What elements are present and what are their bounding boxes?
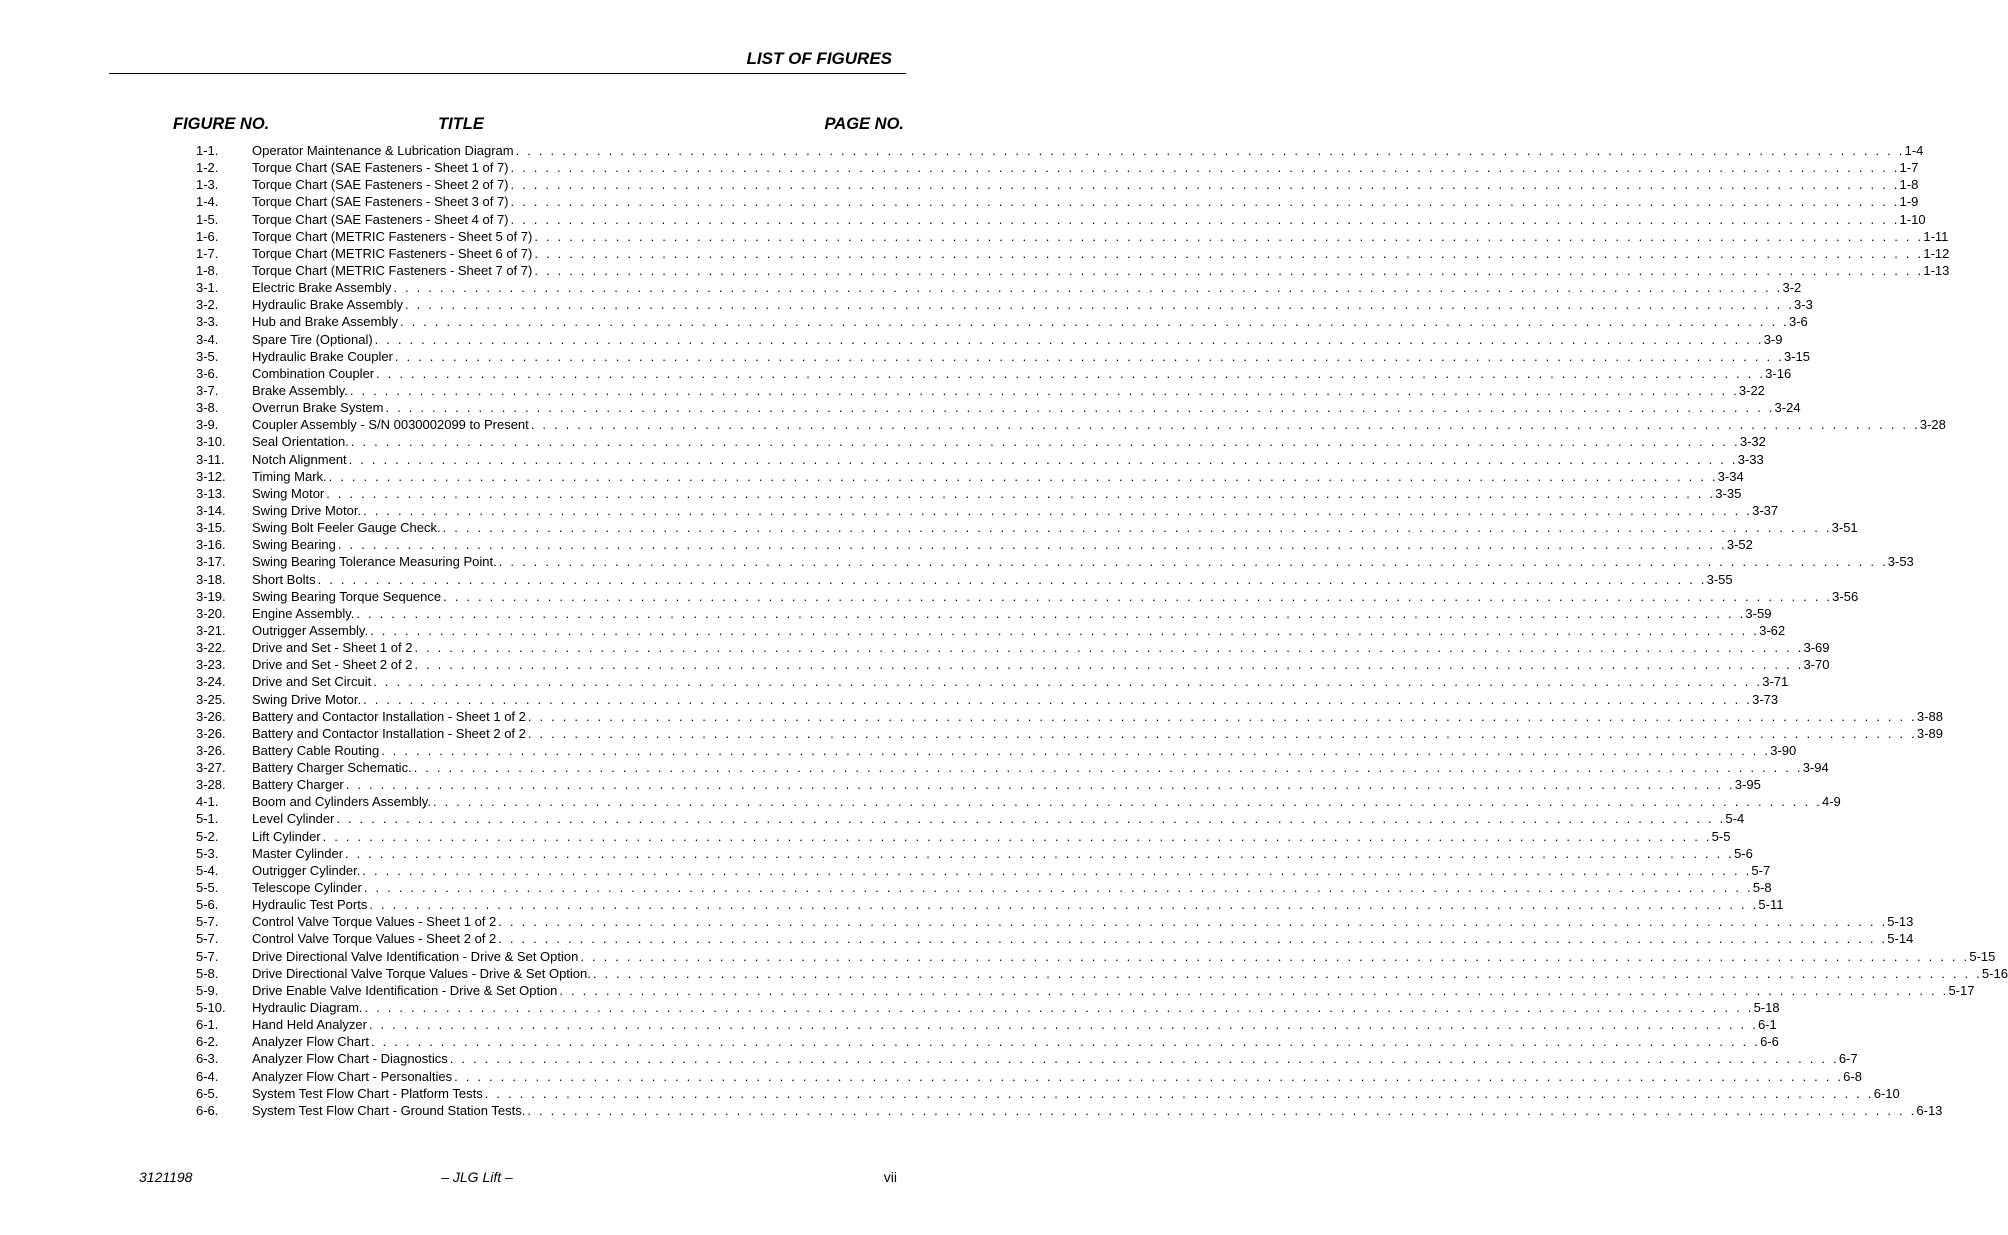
figure-title: Coupler Assembly - S/N 0030002099 to Present xyxy=(252,417,529,433)
figure-list-item[interactable] xyxy=(196,828,1731,845)
figure-title: Lift Cylinder xyxy=(252,828,321,844)
dot-leader: . . . . . . . . . . . . . . . . . . . . . . . . . . . . . . . . . . . . . . . . . . . . . . . . . . . . . . . . . . . . . . . . . . . . . . . . . . . . . . . . . . . . . . . . . . . . . . . . . . . . . . . . . . . . . . . . . . . . . . . . xyxy=(345,777,1735,793)
figure-list-item[interactable] xyxy=(196,982,1975,999)
dot-leader: . . . . . . . . . . . . . . . . . . . . . . . . . . . . . . . . . . . . . . . . . . . . . . . . . . . . . . . . . . . . . . . . . . . . . . . . . . . . . . . . . . . . . . . . . . . . . . . . . . . . . . . . . . . . . . . . . . . . . . . . xyxy=(399,314,1789,330)
figure-page-number: 6-8 xyxy=(1843,1068,1862,1084)
figure-title: Torque Chart (METRIC Fasteners - Sheet 7 of 7) xyxy=(252,262,533,278)
figure-page-number: 1-10 xyxy=(1899,211,1926,227)
figure-list-item[interactable] xyxy=(196,553,1914,570)
figure-title: Analyzer Flow Chart - Diagnostics xyxy=(252,1051,448,1067)
dot-leader: . . . . . . . . . . . . . . . . . . . . . . . . . . . . . . . . . . . . . . . . . . . . . . . . . . . . . . . . . . . . . . . . . . . . . . . . . . . . . . . . . . . . . . . . . . . . . . . . . . . . . . . . . . . . . . . . . . . . . . . . xyxy=(349,382,1739,398)
figure-title: Torque Chart (METRIC Fasteners - Sheet 5 of 7) xyxy=(252,228,533,244)
figure-number: 3-12. xyxy=(196,468,226,484)
figure-page-number: 5-5 xyxy=(1711,828,1731,844)
figure-title: Hub and Brake Assembly xyxy=(252,314,398,330)
figure-list-item[interactable] xyxy=(196,176,1919,193)
figure-number: 3-20. xyxy=(196,605,226,621)
dot-leader: . . . . . . . . . . . . . . . . . . . . . . . . . . . . . . . . . . . . . . . . . . . . . . . . . . . . . . . . . . . . . . . . . . . . . . . . . . . . . . . . . . . . . . . . . . . . . . . . . . . . . . . . . . . . . . . . . . . . . . . . xyxy=(363,691,1753,707)
figure-number: 6-3. xyxy=(196,1051,219,1067)
figure-page-number: 3-2 xyxy=(1782,280,1802,296)
figure-page-number: 6-10 xyxy=(1873,1085,1900,1101)
figure-page-number: 6-7 xyxy=(1838,1051,1858,1067)
figure-list-item[interactable] xyxy=(196,1033,1779,1050)
figure-page-number: 3-34 xyxy=(1717,468,1744,484)
figure-title: Seal Orientation. xyxy=(252,434,349,450)
dot-leader: . . . . . . . . . . . . . . . . . . . . . . . . . . . . . . . . . . . . . . . . . . . . . . . . . . . . . . . . . . . . . . . . . . . . . . . . . . . . . . . . . . . . . . . . . . . . . . . . . . . . . . . . . . . . . . . . . . . . . . . . xyxy=(374,331,1764,347)
figure-number: 3-28. xyxy=(196,777,226,793)
figure-number: 3-26. xyxy=(196,725,226,741)
figure-number: 3-26. xyxy=(196,708,226,724)
figure-list-item[interactable] xyxy=(196,622,1786,639)
figure-list-item[interactable] xyxy=(196,793,1841,810)
figure-page-number: 3-28 xyxy=(1919,417,1946,433)
figure-title: Control Valve Torque Values - Sheet 2 of 2 xyxy=(252,931,497,947)
figure-page-number: 3-71 xyxy=(1762,674,1789,690)
figure-list-item[interactable] xyxy=(196,142,1924,159)
dot-leader: . . . . . . . . . . . . . . . . . . . . . . . . . . . . . . . . . . . . . . . . . . . . . . . . . . . . . . . . . . . . . . . . . . . . . . . . . . . . . . . . . . . . . . . . . . . . . . . . . . . . . . . . . . . . . . . . . . . . . . . . xyxy=(414,640,1804,656)
figure-title: Drive Enable Valve Identification - Drive & Set Option xyxy=(252,982,558,998)
figure-list-item[interactable] xyxy=(196,382,1765,399)
figure-page-number: 5-17 xyxy=(1948,982,1975,998)
figure-list-item[interactable] xyxy=(196,965,2008,982)
figure-list-item[interactable] xyxy=(196,999,1780,1016)
figure-list-item[interactable] xyxy=(196,845,1753,862)
figure-number: 3-14. xyxy=(196,502,226,518)
figure-page-number: 3-56 xyxy=(1832,588,1859,604)
figure-list-item[interactable] xyxy=(196,485,1742,502)
figure-list-item[interactable] xyxy=(196,639,1830,656)
figure-list-item[interactable] xyxy=(196,279,1802,296)
dot-leader: . . . . . . . . . . . . . . . . . . . . . . . . . . . . . . . . . . . . . . . . . . . . . . . . . . . . . . . . . . . . . . . . . . . . . . . . . . . . . . . . . . . . . . . . . . . . . . . . . . . . . . . . . . . . . . . . . . . . . . . . xyxy=(363,502,1753,518)
figure-number: 3-22. xyxy=(196,640,226,656)
figure-title: System Test Flow Chart - Ground Station Tests. xyxy=(252,1102,526,1118)
dot-leader: . . . . . . . . . . . . . . . . . . . . . . . . . . . . . . . . . . . . . . . . . . . . . . . . . . . . . . . . . . . . . . . . . . . . . . . . . . . . . . . . . . . . . . . . . . . . . . . . . . . . . . . . . . . . . . . . . . . . . . . . xyxy=(370,622,1760,638)
figure-list-item[interactable] xyxy=(196,211,1926,228)
figure-list-item[interactable] xyxy=(196,810,1745,827)
figure-page-number: 5-18 xyxy=(1753,1000,1780,1016)
figure-number: 1-8. xyxy=(196,262,219,278)
figure-title: Battery and Contactor Installation - Sheet 1 of 2 xyxy=(252,708,526,724)
figure-title: Outrigger Assembly. xyxy=(252,622,369,638)
figure-page-number: 3-16 xyxy=(1765,365,1792,381)
figure-number: 3-24. xyxy=(196,674,226,690)
figure-list-item[interactable] xyxy=(196,468,1744,485)
figure-page-number: 5-8 xyxy=(1752,880,1772,896)
figure-list-item[interactable] xyxy=(196,1102,1943,1119)
figure-number: 1-5. xyxy=(196,211,219,227)
figure-number: 3-11. xyxy=(196,451,225,467)
figure-title: Hand Held Analyzer xyxy=(252,1017,367,1033)
figure-number: 5-8. xyxy=(196,965,219,981)
dot-leader: . . . . . . . . . . . . . . . . . . . . . . . . . . . . . . . . . . . . . . . . . . . . . . . . . . . . . . . . . . . . . . . . . . . . . . . . . . . . . . . . . . . . . . . . . . . . . . . . . . . . . . . . . . . . . . . . . . . . . . . . xyxy=(510,160,1900,176)
figure-number: 3-17. xyxy=(196,554,226,570)
figure-title: Analyzer Flow Chart - Personalties xyxy=(252,1068,453,1084)
figure-number: 3-10. xyxy=(196,434,226,450)
figure-page-number: 5-13 xyxy=(1887,914,1914,930)
figure-title: Swing Bearing xyxy=(252,537,336,553)
figure-title: Drive and Set Circuit xyxy=(252,674,372,690)
header-rule xyxy=(109,73,906,74)
figure-title: Hydraulic Brake Assembly xyxy=(252,297,403,313)
figure-title: Outrigger Cylinder. xyxy=(252,862,361,878)
figure-list-item[interactable] xyxy=(196,862,1771,879)
figure-title: Hydraulic Diagram. xyxy=(252,1000,363,1016)
dot-leader: . . . . . . . . . . . . . . . . . . . . . . . . . . . . . . . . . . . . . . . . . . . . . . . . . . . . . . . . . . . . . . . . . . . . . . . . . . . . . . . . . . . . . . . . . . . . . . . . . . . . . . . . . . . . . . . . . . . . . . . . xyxy=(376,365,1766,381)
dot-leader: . . . . . . . . . . . . . . . . . . . . . . . . . . . . . . . . . . . . . . . . . . . . . . . . . . . . . . . . . . . . . . . . . . . . . . . . . . . . . . . . . . . . . . . . . . . . . . . . . . . . . . . . . . . . . . . . . . . . . . . . xyxy=(405,297,1795,313)
figure-page-number: 3-6 xyxy=(1789,314,1808,330)
figure-title: Battery and Contactor Installation - Sheet 2 of 2 xyxy=(252,725,526,741)
figure-number: 5-2. xyxy=(196,828,219,844)
figure-title: Swing Drive Motor. xyxy=(252,502,362,518)
dot-leader: . . . . . . . . . . . . . . . . . . . . . . . . . . . . . . . . . . . . . . . . . . . . . . . . . . . . . . . . . . . . . . . . . . . . . . . . . . . . . . . . . . . . . . . . . . . . . . . . . . . . . . . . . . . . . . . . . . . . . . . . xyxy=(371,1034,1761,1050)
figure-number: 5-6. xyxy=(196,897,219,913)
figure-title: Torque Chart (SAE Fasteners - Sheet 3 of 7) xyxy=(252,194,509,210)
dot-leader: . . . . . . . . . . . . . . . . . . . . . . . . . . . . . . . . . . . . . . . . . . . . . . . . . . . . . . . . . . . . . . . . . . . . . . . . . . . . . . . . . . . . . . . . . . . . . . . . . . . . . . . . . . . . . . . . . . . . . . . . xyxy=(484,1085,1874,1101)
figure-page-number: 6-13 xyxy=(1916,1102,1943,1118)
figure-page-number: 3-59 xyxy=(1745,605,1772,621)
figure-page-number: 3-33 xyxy=(1737,451,1764,467)
figure-list-item[interactable] xyxy=(196,742,1797,759)
dot-leader: . . . . . . . . . . . . . . . . . . . . . . . . . . . . . . . . . . . . . . . . . . . . . . . . . . . . . . . . . . . . . . . . . . . . . . . . . . . . . . . . . . . . . . . . . . . . . . . . . . . . . . . . . . . . . . . . . . . . . . . . xyxy=(364,1000,1754,1016)
figure-number: 4-1. xyxy=(196,794,219,810)
dot-leader: . . . . . . . . . . . . . . . . . . . . . . . . . . . . . . . . . . . . . . . . . . . . . . . . . . . . . . . . . . . . . . . . . . . . . . . . . . . . . . . . . . . . . . . . . . . . . . . . . . . . . . . . . . . . . . . . . . . . . . . . xyxy=(498,914,1888,930)
figure-number: 6-4. xyxy=(196,1068,219,1084)
figure-list-item[interactable] xyxy=(196,879,1772,896)
figure-page-number: 6-6 xyxy=(1760,1034,1779,1050)
dot-leader: . . . . . . . . . . . . . . . . . . . . . . . . . . . . . . . . . . . . . . . . . . . . . . . . . . . . . . . . . . . . . . . . . . . . . . . . . . . . . . . . . . . . . . . . . . . . . . . . . . . . . . . . . . . . . . . . . . . . . . . . xyxy=(328,468,1718,484)
figure-page-number: 3-52 xyxy=(1726,537,1753,553)
dot-leader: . . . . . . . . . . . . . . . . . . . . . . . . . . . . . . . . . . . . . . . . . . . . . . . . . . . . . . . . . . . . . . . . . . . . . . . . . . . . . . . . . . . . . . . . . . . . . . . . . . . . . . . . . . . . . . . . . . . . . . . . xyxy=(510,194,1900,210)
figure-number: 3-1. xyxy=(196,280,219,296)
figure-number: 3-18. xyxy=(196,571,226,587)
dot-leader: . . . . . . . . . . . . . . . . . . . . . . . . . . . . . . . . . . . . . . . . . . . . . . . . . . . . . . . . . . . . . . . . . . . . . . . . . . . . . . . . . . . . . . . . . . . . . . . . . . . . . . . . . . . . . . . . . . . . . . . . xyxy=(363,880,1753,896)
figure-list-item[interactable] xyxy=(196,656,1830,673)
figure-list-item[interactable] xyxy=(196,159,1919,176)
figure-number: 3-6. xyxy=(196,365,219,381)
figure-list-item[interactable] xyxy=(196,193,1919,210)
figure-title: Hydraulic Test Ports xyxy=(252,897,368,913)
figure-page-number: 3-90 xyxy=(1770,742,1797,758)
figure-list-item[interactable] xyxy=(196,433,1766,450)
figure-page-number: 1-4 xyxy=(1904,143,1924,158)
figure-list-item[interactable] xyxy=(196,399,1801,416)
figure-number: 3-7. xyxy=(196,382,219,398)
figure-title: Operator Maintenance & Lubrication Diagram xyxy=(252,143,514,158)
figure-title: Torque Chart (SAE Fasteners - Sheet 4 of 7) xyxy=(252,211,509,227)
figure-number: 3-3. xyxy=(196,314,219,330)
figure-title: Battery Cable Routing xyxy=(252,742,380,758)
figure-list-item[interactable] xyxy=(196,1068,1862,1085)
figure-list-item[interactable] xyxy=(196,725,1943,742)
figure-page-number: 5-7 xyxy=(1751,862,1771,878)
figure-page-number: 1-13 xyxy=(1923,262,1950,278)
figure-number: 3-5. xyxy=(196,348,219,364)
figure-list-item[interactable] xyxy=(196,930,1914,947)
figure-number: 5-9. xyxy=(196,982,219,998)
figure-number: 5-7. xyxy=(196,914,219,930)
figure-number: 6-6. xyxy=(196,1102,219,1118)
figure-list-item[interactable] xyxy=(196,416,1946,433)
dot-leader: . . . . . . . . . . . . . . . . . . . . . . . . . . . . . . . . . . . . . . . . . . . . . . . . . . . . . . . . . . . . . . . . . . . . . . . . . . . . . . . . . . . . . . . . . . . . . . . . . . . . . . . . . . . . . . . . . . . . . . . . xyxy=(337,537,1727,553)
dot-leader: . . . . . . . . . . . . . . . . . . . . . . . . . . . . . . . . . . . . . . . . . . . . . . . . . . . . . . . . . . . . . . . . . . . . . . . . . . . . . . . . . . . . . . . . . . . . . . . . . . . . . . . . . . . . . . . . . . . . . . . . xyxy=(498,931,1888,947)
figure-number: 5-7. xyxy=(196,948,219,964)
figure-number: 1-2. xyxy=(196,160,219,176)
dot-leader: . . . . . . . . . . . . . . . . . . . . . . . . . . . . . . . . . . . . . . . . . . . . . . . . . . . . . . . . . . . . . . . . . . . . . . . . . . . . . . . . . . . . . . . . . . . . . . . . . . . . . . . . . . . . . . . . . . . . . . . . xyxy=(317,571,1707,587)
figure-page-number: 3-89 xyxy=(1916,725,1943,741)
figure-page-number: 1-9 xyxy=(1899,194,1919,210)
dot-leader: . . . . . . . . . . . . . . . . . . . . . . . . . . . . . . . . . . . . . . . . . . . . . . . . . . . . . . . . . . . . . . . . . . . . . . . . . . . . . . . . . . . . . . . . . . . . . . . . . . . . . . . . . . . . . . . . . . . . . . . . xyxy=(369,897,1759,913)
figure-title: Spare Tire (Optional) xyxy=(252,331,373,347)
figure-number: 3-26. xyxy=(196,742,226,758)
dot-leader: . . . . . . . . . . . . . . . . . . . . . . . . . . . . . . . . . . . . . . . . . . . . . . . . . . . . . . . . . . . . . . . . . . . . . . . . . . . . . . . . . . . . . . . . . . . . . . . . . . . . . . . . . . . . . . . . . . . . . . . . xyxy=(510,211,1900,227)
figure-list-item[interactable] xyxy=(196,262,1950,279)
figure-list-item[interactable] xyxy=(196,365,1792,382)
figure-page-number: 3-62 xyxy=(1759,622,1786,638)
figure-page-number: 3-32 xyxy=(1739,434,1766,450)
figure-list-item[interactable] xyxy=(196,451,1764,468)
dot-leader: . . . . . . . . . . . . . . . . . . . . . . . . . . . . . . . . . . . . . . . . . . . . . . . . . . . . . . . . . . . . . . . . . . . . . . . . . . . . . . . . . . . . . . . . . . . . . . . . . . . . . . . . . . . . . . . . . . . . . . . . xyxy=(442,520,1832,536)
figure-title: Overrun Brake System xyxy=(252,400,384,416)
figure-list-item[interactable] xyxy=(196,1016,1777,1033)
figure-page-number: 5-16 xyxy=(1981,965,2008,981)
figure-page-number: 1-12 xyxy=(1923,245,1950,261)
figure-list-item[interactable] xyxy=(196,1085,1900,1102)
figure-list-item[interactable] xyxy=(196,605,1772,622)
figure-list-item[interactable] xyxy=(196,502,1779,519)
dot-leader: . . . . . . . . . . . . . . . . . . . . . . . . . . . . . . . . . . . . . . . . . . . . . . . . . . . . . . . . . . . . . . . . . . . . . . . . . . . . . . . . . . . . . . . . . . . . . . . . . . . . . . . . . . . . . . . . . . . . . . . . xyxy=(534,245,1924,261)
figure-list-item[interactable] xyxy=(196,245,1950,262)
figure-number: 3-4. xyxy=(196,331,219,347)
figure-number: 1-6. xyxy=(196,228,219,244)
dot-leader: . . . . . . . . . . . . . . . . . . . . . . . . . . . . . . . . . . . . . . . . . . . . . . . . . . . . . . . . . . . . . . . . . . . . . . . . . . . . . . . . . . . . . . . . . . . . . . . . . . . . . . . . . . . . . . . . . . . . . . . . xyxy=(345,845,1735,861)
column-head-figure-no: FIGURE NO. xyxy=(173,115,270,133)
figure-list-item[interactable] xyxy=(196,1050,1858,1067)
dot-leader: . . . . . . . . . . . . . . . . . . . . . . . . . . . . . . . . . . . . . . . . . . . . . . . . . . . . . . . . . . . . . . . . . . . . . . . . . . . . . . . . . . . . . . . . . . . . . . . . . . . . . . . . . . . . . . . . . . . . . . . . xyxy=(534,262,1924,278)
figure-page-number: 3-55 xyxy=(1706,571,1733,587)
figure-list-item[interactable] xyxy=(196,948,1996,965)
figure-number: 6-2. xyxy=(196,1034,219,1050)
figure-title: Drive and Set - Sheet 2 of 2 xyxy=(252,657,413,673)
figure-title: Electric Brake Assembly xyxy=(252,280,392,296)
figure-number: 3-13. xyxy=(196,485,226,501)
dot-leader: . . . . . . . . . . . . . . . . . . . . . . . . . . . . . . . . . . . . . . . . . . . . . . . . . . . . . . . . . . . . . . . . . . . . . . . . . . . . . . . . . . . . . . . . . . . . . . . . . . . . . . . . . . . . . . . . . . . . . . . . xyxy=(592,965,1982,981)
figure-number: 3-23. xyxy=(196,657,226,673)
figure-list xyxy=(196,142,2008,1119)
figure-page-number: 3-9 xyxy=(1763,331,1783,347)
figure-title: Control Valve Torque Values - Sheet 1 of 2 xyxy=(252,914,497,930)
dot-leader: . . . . . . . . . . . . . . . . . . . . . . . . . . . . . . . . . . . . . . . . . . . . . . . . . . . . . . . . . . . . . . . . . . . . . . . . . . . . . . . . . . . . . . . . . . . . . . . . . . . . . . . . . . . . . . . . . . . . . . . . xyxy=(336,811,1726,827)
dot-leader: . . . . . . . . . . . . . . . . . . . . . . . . . . . . . . . . . . . . . . . . . . . . . . . . . . . . . . . . . . . . . . . . . . . . . . . . . . . . . . . . . . . . . . . . . . . . . . . . . . . . . . . . . . . . . . . . . . . . . . . . xyxy=(530,417,1920,433)
figure-title: Torque Chart (SAE Fasteners - Sheet 2 of 7) xyxy=(252,177,509,193)
dot-leader: . . . . . . . . . . . . . . . . . . . . . . . . . . . . . . . . . . . . . . . . . . . . . . . . . . . . . . . . . . . . . . . . . . . . . . . . . . . . . . . . . . . . . . . . . . . . . . . . . . . . . . . . . . . . . . . . . . . . . . . . xyxy=(326,485,1716,501)
figure-title: Torque Chart (SAE Fasteners - Sheet 1 of 7) xyxy=(252,160,509,176)
figure-number: 6-5. xyxy=(196,1085,219,1101)
figure-title: Swing Drive Motor. xyxy=(252,691,362,707)
figure-title: Hydraulic Brake Coupler xyxy=(252,348,393,364)
figure-title: Drive Directional Valve Torque Values - Drive & Set Option. xyxy=(252,965,591,981)
column-head-page-no: PAGE NO. xyxy=(824,115,904,133)
dot-leader: . . . . . . . . . . . . . . . . . . . . . . . . . . . . . . . . . . . . . . . . . . . . . . . . . . . . . . . . . . . . . . . . . . . . . . . . . . . . . . . . . . . . . . . . . . . . . . . . . . . . . . . . . . . . . . . . . . . . . . . . xyxy=(580,948,1970,964)
figure-list-item[interactable] xyxy=(196,571,1733,588)
figure-title: Notch Alignment xyxy=(252,451,347,467)
figure-number: 3-19. xyxy=(196,588,226,604)
dot-leader: . . . . . . . . . . . . . . . . . . . . . . . . . . . . . . . . . . . . . . . . . . . . . . . . . . . . . . . . . . . . . . . . . . . . . . . . . . . . . . . . . . . . . . . . . . . . . . . . . . . . . . . . . . . . . . . . . . . . . . . . xyxy=(393,280,1783,296)
dot-leader: . . . . . . . . . . . . . . . . . . . . . . . . . . . . . . . . . . . . . . . . . . . . . . . . . . . . . . . . . . . . . . . . . . . . . . . . . . . . . . . . . . . . . . . . . . . . . . . . . . . . . . . . . . . . . . . . . . . . . . . . xyxy=(385,400,1775,416)
footer-brand: – JLG Lift – xyxy=(441,1169,513,1185)
figure-list-item[interactable] xyxy=(196,228,1949,245)
dot-leader: . . . . . . . . . . . . . . . . . . . . . . . . . . . . . . . . . . . . . . . . . . . . . . . . . . . . . . . . . . . . . . . . . . . . . . . . . . . . . . . . . . . . . . . . . . . . . . . . . . . . . . . . . . . . . . . . . . . . . . . . xyxy=(368,1017,1758,1033)
dot-leader: . . . . . . . . . . . . . . . . . . . . . . . . . . . . . . . . . . . . . . . . . . . . . . . . . . . . . . . . . . . . . . . . . . . . . . . . . . . . . . . . . . . . . . . . . . . . . . . . . . . . . . . . . . . . . . . . . . . . . . . . xyxy=(322,828,1712,844)
page-header-title: LIST OF FIGURES xyxy=(746,49,892,68)
figure-title: Swing Bearing Tolerance Measuring Point. xyxy=(252,554,497,570)
figure-list-item[interactable] xyxy=(196,759,1829,776)
figure-number: 5-10. xyxy=(196,1000,226,1016)
figure-title: Telescope Cylinder xyxy=(252,880,362,896)
dot-leader: . . . . . . . . . . . . . . . . . . . . . . . . . . . . . . . . . . . . . . . . . . . . . . . . . . . . . . . . . . . . . . . . . . . . . . . . . . . . . . . . . . . . . . . . . . . . . . . . . . . . . . . . . . . . . . . . . . . . . . . . xyxy=(443,588,1833,604)
figure-page-number: 3-37 xyxy=(1752,502,1779,518)
column-head-title: TITLE xyxy=(438,115,484,133)
figure-title: Swing Motor xyxy=(252,485,325,501)
figure-page-number: 5-11 xyxy=(1758,897,1784,913)
dot-leader: . . . . . . . . . . . . . . . . . . . . . . . . . . . . . . . . . . . . . . . . . . . . . . . . . . . . . . . . . . . . . . . . . . . . . . . . . . . . . . . . . . . . . . . . . . . . . . . . . . . . . . . . . . . . . . . . . . . . . . . . xyxy=(454,1068,1844,1084)
figure-number: 1-7. xyxy=(196,245,219,261)
figure-page-number: 3-35 xyxy=(1715,485,1742,501)
figure-list-item[interactable] xyxy=(196,776,1761,793)
figure-page-number: 1-7 xyxy=(1899,160,1919,176)
figure-title: Analyzer Flow Chart xyxy=(252,1034,370,1050)
figure-page-number: 3-69 xyxy=(1803,640,1830,656)
figure-title: Swing Bearing Torque Sequence xyxy=(252,588,442,604)
figure-title: Master Cylinder xyxy=(252,845,344,861)
figure-page-number: 1-8 xyxy=(1899,177,1919,193)
figure-number: 3-8. xyxy=(196,400,219,416)
dot-leader: . . . . . . . . . . . . . . . . . . . . . . . . . . . . . . . . . . . . . . . . . . . . . . . . . . . . . . . . . . . . . . . . . . . . . . . . . . . . . . . . . . . . . . . . . . . . . . . . . . . . . . . . . . . . . . . . . . . . . . . . xyxy=(559,982,1949,998)
figure-number: 5-1. xyxy=(196,811,219,827)
figure-number: 3-2. xyxy=(196,297,219,313)
figure-page-number: 6-1 xyxy=(1757,1017,1777,1033)
dot-leader: . . . . . . . . . . . . . . . . . . . . . . . . . . . . . . . . . . . . . . . . . . . . . . . . . . . . . . . . . . . . . . . . . . . . . . . . . . . . . . . . . . . . . . . . . . . . . . . . . . . . . . . . . . . . . . . . . . . . . . . . xyxy=(515,143,1905,158)
figure-list-item[interactable] xyxy=(196,331,1783,348)
figure-number: 3-27. xyxy=(196,760,226,776)
dot-leader: . . . . . . . . . . . . . . . . . . . . . . . . . . . . . . . . . . . . . . . . . . . . . . . . . . . . . . . . . . . . . . . . . . . . . . . . . . . . . . . . . . . . . . . . . . . . . . . . . . . . . . . . . . . . . . . . . . . . . . . . xyxy=(373,674,1763,690)
figure-list-item[interactable] xyxy=(196,313,1808,330)
figure-title: Battery Charger xyxy=(252,777,344,793)
footer-doc-number: 3121198 xyxy=(139,1169,193,1185)
figure-page-number: 3-53 xyxy=(1887,554,1914,570)
figure-page-number: 3-22 xyxy=(1738,382,1765,398)
figure-page-number: 3-88 xyxy=(1916,708,1943,724)
figure-number: 5-5. xyxy=(196,880,219,896)
figure-list-item[interactable] xyxy=(196,673,1789,690)
figure-title: Boom and Cylinders Assembly. xyxy=(252,794,431,810)
figure-list-item[interactable] xyxy=(196,896,1784,913)
dot-leader: . . . . . . . . . . . . . . . . . . . . . . . . . . . . . . . . . . . . . . . . . . . . . . . . . . . . . . . . . . . . . . . . . . . . . . . . . . . . . . . . . . . . . . . . . . . . . . . . . . . . . . . . . . . . . . . . . . . . . . . . xyxy=(414,657,1804,673)
figure-title: Short Bolts xyxy=(252,571,316,587)
figure-list-item[interactable] xyxy=(196,708,1943,725)
dot-leader: . . . . . . . . . . . . . . . . . . . . . . . . . . . . . . . . . . . . . . . . . . . . . . . . . . . . . . . . . . . . . . . . . . . . . . . . . . . . . . . . . . . . . . . . . . . . . . . . . . . . . . . . . . . . . . . . . . . . . . . . xyxy=(356,605,1746,621)
figure-page-number: 3-70 xyxy=(1803,657,1830,673)
figure-title: Swing Bolt Feeler Gauge Check. xyxy=(252,520,441,536)
dot-leader: . . . . . . . . . . . . . . . . . . . . . . . . . . . . . . . . . . . . . . . . . . . . . . . . . . . . . . . . . . . . . . . . . . . . . . . . . . . . . . . . . . . . . . . . . . . . . . . . . . . . . . . . . . . . . . . . . . . . . . . . xyxy=(498,554,1888,570)
dot-leader: . . . . . . . . . . . . . . . . . . . . . . . . . . . . . . . . . . . . . . . . . . . . . . . . . . . . . . . . . . . . . . . . . . . . . . . . . . . . . . . . . . . . . . . . . . . . . . . . . . . . . . . . . . . . . . . . . . . . . . . . xyxy=(527,725,1917,741)
figure-page-number: 3-15 xyxy=(1783,348,1810,364)
dot-leader: . . . . . . . . . . . . . . . . . . . . . . . . . . . . . . . . . . . . . . . . . . . . . . . . . . . . . . . . . . . . . . . . . . . . . . . . . . . . . . . . . . . . . . . . . . . . . . . . . . . . . . . . . . . . . . . . . . . . . . . . xyxy=(527,1102,1917,1118)
figure-number: 5-4. xyxy=(196,862,219,878)
figure-number: 3-25. xyxy=(196,691,226,707)
figure-list-item[interactable] xyxy=(196,536,1753,553)
figure-page-number: 3-3 xyxy=(1794,297,1813,313)
figure-number: 1-3. xyxy=(196,177,219,193)
figure-title: Combination Coupler xyxy=(252,365,375,381)
dot-leader: . . . . . . . . . . . . . . . . . . . . . . . . . . . . . . . . . . . . . . . . . . . . . . . . . . . . . . . . . . . . . . . . . . . . . . . . . . . . . . . . . . . . . . . . . . . . . . . . . . . . . . . . . . . . . . . . . . . . . . . . xyxy=(534,228,1924,244)
dot-leader: . . . . . . . . . . . . . . . . . . . . . . . . . . . . . . . . . . . . . . . . . . . . . . . . . . . . . . . . . . . . . . . . . . . . . . . . . . . . . . . . . . . . . . . . . . . . . . . . . . . . . . . . . . . . . . . . . . . . . . . . xyxy=(381,742,1771,758)
figure-page-number: 3-95 xyxy=(1734,777,1761,793)
figure-number: 5-7. xyxy=(196,931,219,947)
figure-page-number: 3-24 xyxy=(1774,400,1801,416)
figure-list-item[interactable] xyxy=(196,348,1810,365)
figure-page-number: 3-94 xyxy=(1802,760,1829,776)
figure-title: Timing Mark. xyxy=(252,468,327,484)
figure-page-number: 5-6 xyxy=(1734,845,1753,861)
figure-number: 5-3. xyxy=(196,845,219,861)
dot-leader: . . . . . . . . . . . . . . . . . . . . . . . . . . . . . . . . . . . . . . . . . . . . . . . . . . . . . . . . . . . . . . . . . . . . . . . . . . . . . . . . . . . . . . . . . . . . . . . . . . . . . . . . . . . . . . . . . . . . . . . . xyxy=(362,862,1752,878)
dot-leader: . . . . . . . . . . . . . . . . . . . . . . . . . . . . . . . . . . . . . . . . . . . . . . . . . . . . . . . . . . . . . . . . . . . . . . . . . . . . . . . . . . . . . . . . . . . . . . . . . . . . . . . . . . . . . . . . . . . . . . . . xyxy=(394,348,1784,364)
figure-page-number: 4-9 xyxy=(1821,794,1841,810)
footer-page-number: vii xyxy=(883,1169,897,1185)
figure-number: 1-1. xyxy=(196,143,219,158)
figure-list-item[interactable] xyxy=(196,913,1914,930)
figure-title: Engine Assembly. xyxy=(252,605,355,621)
figure-page-number: 5-4 xyxy=(1725,811,1745,827)
figure-number: 3-16. xyxy=(196,537,226,553)
figure-title: Drive Directional Valve Identification - Drive & Set Option xyxy=(252,948,579,964)
figure-title: Level Cylinder xyxy=(252,811,335,827)
figure-number: 3-15. xyxy=(196,520,226,536)
figure-number: 3-21. xyxy=(196,622,226,638)
figure-page-number: 3-73 xyxy=(1752,691,1779,707)
figure-page-number: 5-14 xyxy=(1887,931,1914,947)
figure-list-item[interactable] xyxy=(196,691,1779,708)
figure-list-item[interactable] xyxy=(196,519,1858,536)
figure-page-number: 5-15 xyxy=(1969,948,1996,964)
figure-title: Torque Chart (METRIC Fasteners - Sheet 6 of 7) xyxy=(252,245,533,261)
figure-title: System Test Flow Chart - Platform Tests xyxy=(252,1085,483,1101)
figure-number: 3-9. xyxy=(196,417,219,433)
figure-list-item[interactable] xyxy=(196,296,1813,313)
dot-leader: . . . . . . . . . . . . . . . . . . . . . . . . . . . . . . . . . . . . . . . . . . . . . . . . . . . . . . . . . . . . . . . . . . . . . . . . . . . . . . . . . . . . . . . . . . . . . . . . . . . . . . . . . . . . . . . . . . . . . . . . xyxy=(350,434,1740,450)
dot-leader: . . . . . . . . . . . . . . . . . . . . . . . . . . . . . . . . . . . . . . . . . . . . . . . . . . . . . . . . . . . . . . . . . . . . . . . . . . . . . . . . . . . . . . . . . . . . . . . . . . . . . . . . . . . . . . . . . . . . . . . . xyxy=(432,794,1822,810)
figure-list-item[interactable] xyxy=(196,588,1859,605)
figure-number: 6-1. xyxy=(196,1017,219,1033)
dot-leader: . . . . . . . . . . . . . . . . . . . . . . . . . . . . . . . . . . . . . . . . . . . . . . . . . . . . . . . . . . . . . . . . . . . . . . . . . . . . . . . . . . . . . . . . . . . . . . . . . . . . . . . . . . . . . . . . . . . . . . . . xyxy=(510,177,1900,193)
figure-title: Brake Assembly. xyxy=(252,382,348,398)
dot-leader: . . . . . . . . . . . . . . . . . . . . . . . . . . . . . . . . . . . . . . . . . . . . . . . . . . . . . . . . . . . . . . . . . . . . . . . . . . . . . . . . . . . . . . . . . . . . . . . . . . . . . . . . . . . . . . . . . . . . . . . . xyxy=(449,1051,1839,1067)
figure-title: Battery Charger Schematic. xyxy=(252,760,412,776)
figure-title: Drive and Set - Sheet 1 of 2 xyxy=(252,640,413,656)
dot-leader: . . . . . . . . . . . . . . . . . . . . . . . . . . . . . . . . . . . . . . . . . . . . . . . . . . . . . . . . . . . . . . . . . . . . . . . . . . . . . . . . . . . . . . . . . . . . . . . . . . . . . . . . . . . . . . . . . . . . . . . . xyxy=(413,760,1803,776)
figure-number: 1-4. xyxy=(196,194,219,210)
dot-leader: . . . . . . . . . . . . . . . . . . . . . . . . . . . . . . . . . . . . . . . . . . . . . . . . . . . . . . . . . . . . . . . . . . . . . . . . . . . . . . . . . . . . . . . . . . . . . . . . . . . . . . . . . . . . . . . . . . . . . . . . xyxy=(348,451,1738,467)
dot-leader: . . . . . . . . . . . . . . . . . . . . . . . . . . . . . . . . . . . . . . . . . . . . . . . . . . . . . . . . . . . . . . . . . . . . . . . . . . . . . . . . . . . . . . . . . . . . . . . . . . . . . . . . . . . . . . . . . . . . . . . . xyxy=(527,708,1917,724)
figure-page-number: 3-51 xyxy=(1831,520,1858,536)
figure-page-number: 1-11 xyxy=(1923,228,1949,244)
